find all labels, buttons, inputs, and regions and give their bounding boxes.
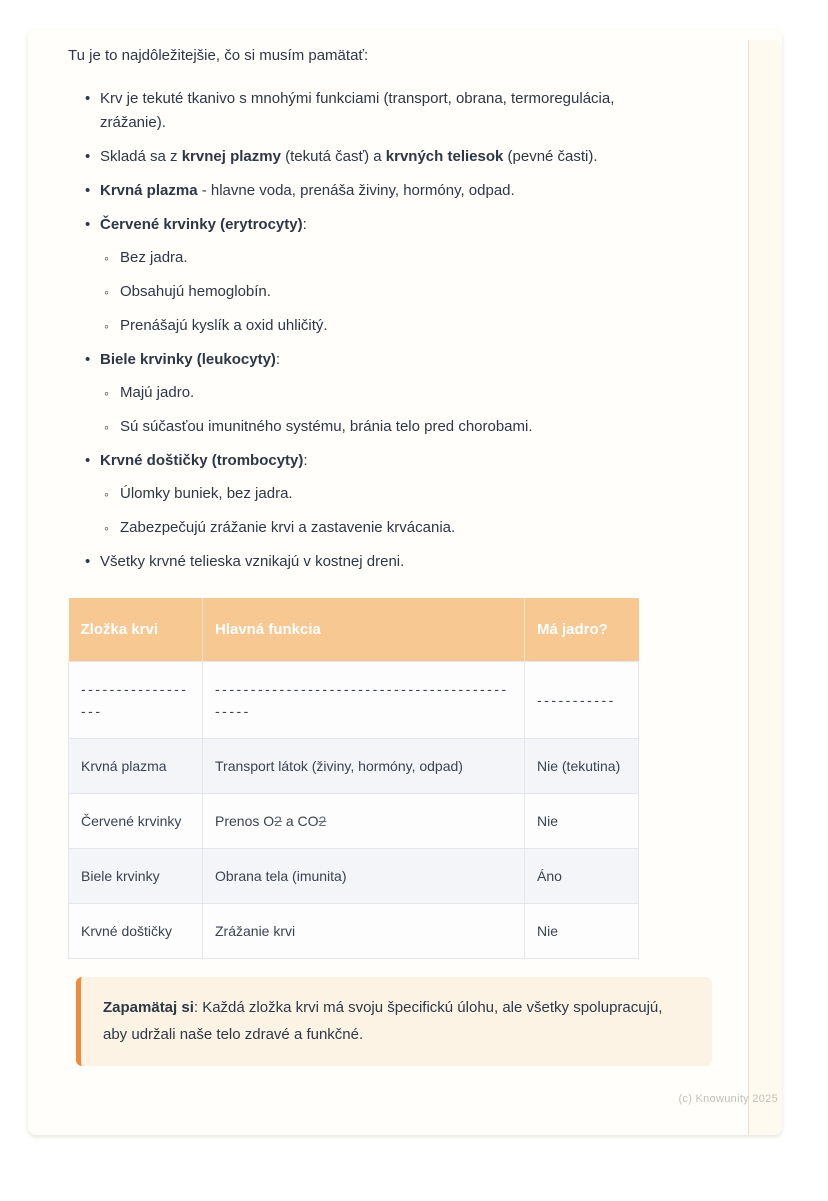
table-cell: Červené krvinky xyxy=(69,794,203,849)
table-header-cell-nucleus: Má jadro? xyxy=(525,598,639,662)
table-cell: ------------------ xyxy=(69,662,203,739)
text-segment: a CO xyxy=(281,813,319,829)
table-cell: Obrana tela (imunita) xyxy=(203,849,525,904)
text-segment: : xyxy=(302,216,307,233)
table-cell xyxy=(203,794,525,849)
table-cell: Áno xyxy=(525,849,639,904)
sub-list-item: ◦ Obsahujú hemoglobín. xyxy=(103,280,633,304)
sub-list xyxy=(103,381,633,439)
text-segment: Krvné doštičky (trombocyty) xyxy=(100,452,304,469)
list-item xyxy=(85,145,633,169)
text-segment: - hlavne voda, prenáša živiny, hormóny, odpad. xyxy=(197,182,515,199)
list-item xyxy=(85,348,633,439)
document-page xyxy=(28,30,782,1135)
text-segment: Krvná plazma xyxy=(100,182,198,199)
blood-components-table xyxy=(68,598,639,959)
watermark-text: (c) Knowunity 2025 xyxy=(678,1093,778,1105)
text-segment: (tekutá časť) a xyxy=(280,148,386,165)
table-cell: ---------------------------------------------- xyxy=(203,662,525,739)
list-item xyxy=(85,179,633,203)
list-item xyxy=(85,449,633,540)
table-row xyxy=(69,904,639,959)
table-row xyxy=(69,794,639,849)
sub-list xyxy=(103,246,633,338)
callout-label: Zapamätaj si xyxy=(103,999,194,1016)
table-header-cell-function: Hlavná funkcia xyxy=(203,598,525,662)
table-cell: Nie xyxy=(525,794,639,849)
text-segment: Biele krvinky (leukocyty) xyxy=(100,351,276,368)
text-segment: 2 xyxy=(274,813,282,829)
table-header-row xyxy=(69,598,639,662)
text-segment: Krv je tekuté tkanivo s mnohými funkciami (transport, obrana, termoregulácia, zrážanie). xyxy=(100,90,615,131)
table-row xyxy=(69,662,639,739)
text-segment: krvných teliesok xyxy=(385,148,504,165)
table-cell: Nie (tekutina) xyxy=(525,739,639,794)
table-row xyxy=(69,849,639,904)
list-item xyxy=(85,87,633,135)
text-segment: Skladá sa z xyxy=(100,148,182,165)
text-segment: krvnej plazmy xyxy=(181,148,281,165)
sub-list-item: ◦ Prenášajú kyslík a oxid uhličitý. xyxy=(103,314,633,338)
text-segment: (pevné časti). xyxy=(503,148,598,165)
text-segment: Prenos O xyxy=(215,813,275,829)
sub-list-item: ◦ Úlomky buniek, bez jadra. xyxy=(103,482,633,506)
list-item xyxy=(85,213,633,338)
text-segment: : xyxy=(303,452,308,469)
table-cell: ----------- xyxy=(525,662,639,739)
list-item xyxy=(85,550,633,574)
table-cell: Krvná plazma xyxy=(69,739,203,794)
text-segment: : xyxy=(275,351,281,368)
intro-text: Tu je to najdôležitejšie, čo si musím pamätať: xyxy=(68,47,369,64)
sub-list-item: ◦ Majú jadro. xyxy=(103,381,633,405)
table-cell: Krvné doštičky xyxy=(69,904,203,959)
callout-note xyxy=(76,977,712,1066)
text-segment: Všetky krvné telieska vznikajú v kostnej dreni. xyxy=(100,553,405,570)
callout-text: : Každá zložka krvi má svoju špecifickú úlohu, ale všetky spolupracujú, aby udržali naše telo zdravé a funkčné. xyxy=(103,999,663,1043)
page-content xyxy=(28,30,782,1066)
sub-list-item: ◦ Sú súčasťou imunitného systému, bránia telo pred chorobami. xyxy=(103,415,633,439)
text-segment: Červené krvinky (erytrocyty) xyxy=(100,216,303,233)
table-cell: Biele krvinky xyxy=(69,849,203,904)
table-cell: Nie xyxy=(525,904,639,959)
table-cell: Zrážanie krvi xyxy=(203,904,525,959)
sub-list-item: ◦ Bez jadra. xyxy=(103,246,633,270)
notes-list xyxy=(85,87,633,574)
sub-list xyxy=(103,482,633,540)
text-segment: 2 xyxy=(318,813,327,829)
table-cell: Transport látok (živiny, hormóny, odpad) xyxy=(203,739,525,794)
table-header-cell-component: Zložka krvi xyxy=(69,598,203,662)
table-row xyxy=(69,739,639,794)
sub-list-item: ◦ Zabezpečujú zrážanie krvi a zastavenie krvácania. xyxy=(103,516,633,540)
